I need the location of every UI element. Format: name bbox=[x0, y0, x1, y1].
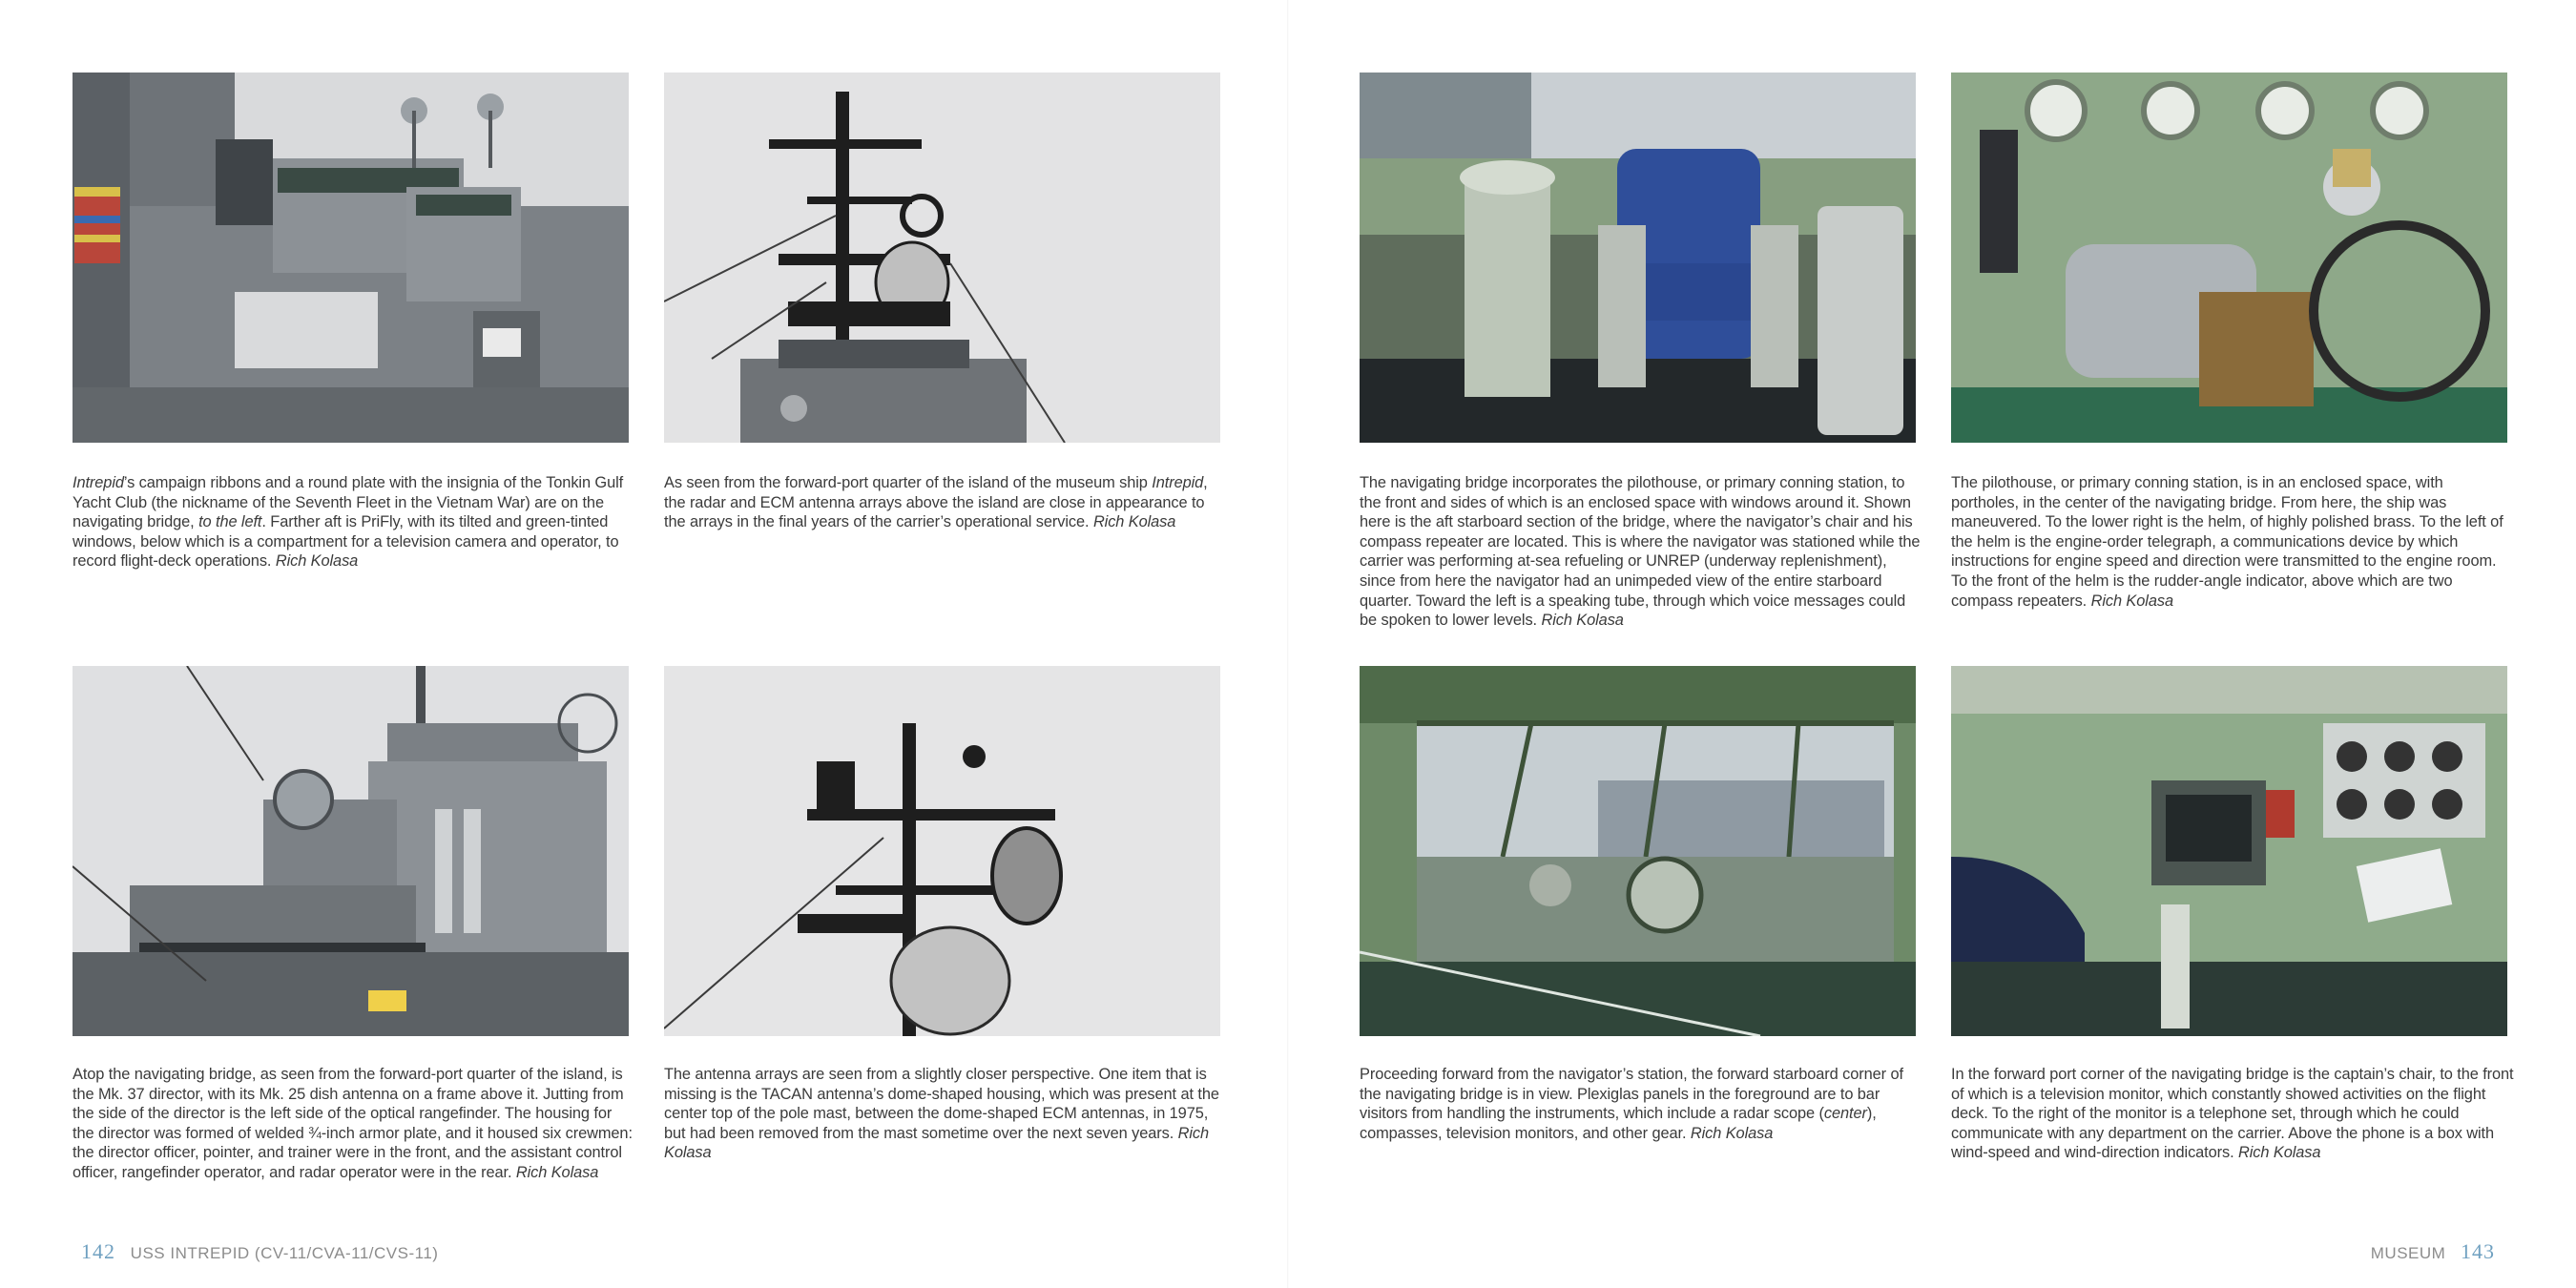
photo-credit: Rich Kolasa bbox=[2090, 592, 2173, 610]
caption-text: , the radar and ECM antenna arrays above the island are close in appearance to the arrays in the final years of the carrier’s operational service. bbox=[664, 474, 1208, 531]
caption-mk37-director bbox=[73, 1065, 635, 1183]
caption-inline-italic: center bbox=[1823, 1105, 1867, 1123]
photo-credit: Rich Kolasa bbox=[515, 1163, 599, 1181]
photo-captains-chair-corner bbox=[1951, 666, 2507, 1036]
caption-text: The navigating bridge incorporates the pilothouse, or primary conning station, to the front and sides of which is an enclosed space with windows around it. Shown here is the aft starboard section of the bridge, where the navigator’s chair and his compass repeater are located. This is where the navigator was stationed while the carrier was performing at-sea refueling or UNREP (underway replenishment), since from here the navigator had an unimpeded view of the entire starboard quarter. Toward the left is a speaking tube, through which voice messages could be spoken to lower levels. bbox=[1360, 474, 1921, 630]
caption-text: ’s campaign ribbons and a round plate with the insignia of the Tonkin Gulf Yacht Club (the nickname of the Seventh Fleet in the Vietnam War) are on the navigating bridge, bbox=[73, 474, 624, 531]
caption-navigator-chair bbox=[1360, 473, 1922, 631]
caption-text: In the forward port corner of the navigating bridge is the captain’s chair, to the front of which is a television monitor, which constantly showed activities on the flight deck. To the right of the monitor is a telephone set, through which he could communicate with any department on the carrier. Above the phone is a box with wind-speed and wind-direction indicators. bbox=[1951, 1066, 2514, 1162]
caption-text: ), compasses, television monitors, and other gear. bbox=[1360, 1105, 1877, 1142]
photo-navigator-chair bbox=[1360, 73, 1916, 443]
photo-credit: Rich Kolasa bbox=[275, 552, 359, 571]
photo-mk37-director bbox=[73, 666, 629, 1036]
caption-forward-starboard-corner bbox=[1360, 1065, 1922, 1143]
photo-antenna-arrays-close bbox=[664, 666, 1220, 1036]
running-head: USS INTREPID (CV-11/CVA-11/CVS-11) bbox=[130, 1244, 439, 1262]
caption-text: As seen from the forward-port quarter of the island of the museum ship bbox=[664, 474, 1153, 491]
photo-forward-starboard-corner bbox=[1360, 666, 1916, 1036]
caption-inline-italic: to the left bbox=[198, 513, 262, 531]
photo-credit: Rich Kolasa bbox=[1092, 513, 1176, 531]
caption-lead-italic: Intrepid bbox=[73, 474, 124, 491]
caption-radar-ecm-mast bbox=[664, 473, 1227, 532]
caption-text: The antenna arrays are seen from a slightly closer perspective. One item that is missing is the TACAN antenna’s dome-shaped housing, which was present at the center top of the pole mast, between the dome-shaped ECM antennas, in 1975, but had been removed from the mast sometime over the next seven years. bbox=[664, 1066, 1219, 1142]
page-number: 142 bbox=[81, 1239, 115, 1263]
right-page bbox=[1288, 0, 2576, 1288]
caption-text: . Farther aft is PriFly, with its tilted and green-tinted windows, below which is a compartment for a television camera and operator, to record flight-deck operations. bbox=[73, 513, 619, 571]
caption-text: Proceeding forward from the navigator’s station, the forward starboard corner of the navigating bridge is in view. Plexiglas panels in the foreground are to bar visitors from handling the instruments, which include a radar scope ( bbox=[1360, 1066, 1903, 1123]
caption-inline-italic: Intrepid bbox=[1152, 474, 1204, 491]
photo-island-campaign-ribbons bbox=[73, 73, 629, 443]
caption-antenna-arrays-close bbox=[664, 1065, 1227, 1163]
photo-credit: Rich Kolasa bbox=[1541, 612, 1624, 630]
caption-text: The pilothouse, or primary conning station, is in an enclosed space, with portholes, in the center of the navigating bridge. From here, the ship was maneuvered. To the lower right is the helm, of highly polished brass. To the left of the helm is the engine-order telegraph, a communications device by which instructions for engine speed and direction were transmitted to the engine room. To the front of the helm is the rudder-angle indicator, above which are two compass repeaters. bbox=[1951, 474, 2503, 610]
photo-credit: Rich Kolasa bbox=[1690, 1124, 1774, 1142]
photo-credit: Rich Kolasa bbox=[664, 1124, 1210, 1162]
page-number: 143 bbox=[2461, 1239, 2495, 1263]
photo-pilothouse-helm bbox=[1951, 73, 2507, 443]
photo-credit: Rich Kolasa bbox=[2238, 1144, 2321, 1162]
photo-radar-ecm-mast bbox=[664, 73, 1220, 443]
page-footer-left bbox=[81, 1239, 438, 1264]
page-footer-right bbox=[2371, 1239, 2495, 1264]
caption-text: Atop the navigating bridge, as seen from the forward-port quarter of the island, is the Mk. 37 director, with its Mk. 25 dish antenna on a frame above it. Jutting from the side of the director is the left side of the optical rangefinder. The housing for the director was formed of welded ¾-inch armor plate, and it housed six crewmen: the director officer, pointer, and trainer were in the front, and the assistant control officer, rangefinder operator, and radar operator were in the rear. bbox=[73, 1066, 633, 1181]
caption-campaign-ribbons bbox=[73, 473, 635, 571]
caption-pilothouse-helm bbox=[1951, 473, 2514, 611]
caption-captains-chair-corner bbox=[1951, 1065, 2514, 1163]
running-head: MUSEUM bbox=[2370, 1244, 2446, 1262]
